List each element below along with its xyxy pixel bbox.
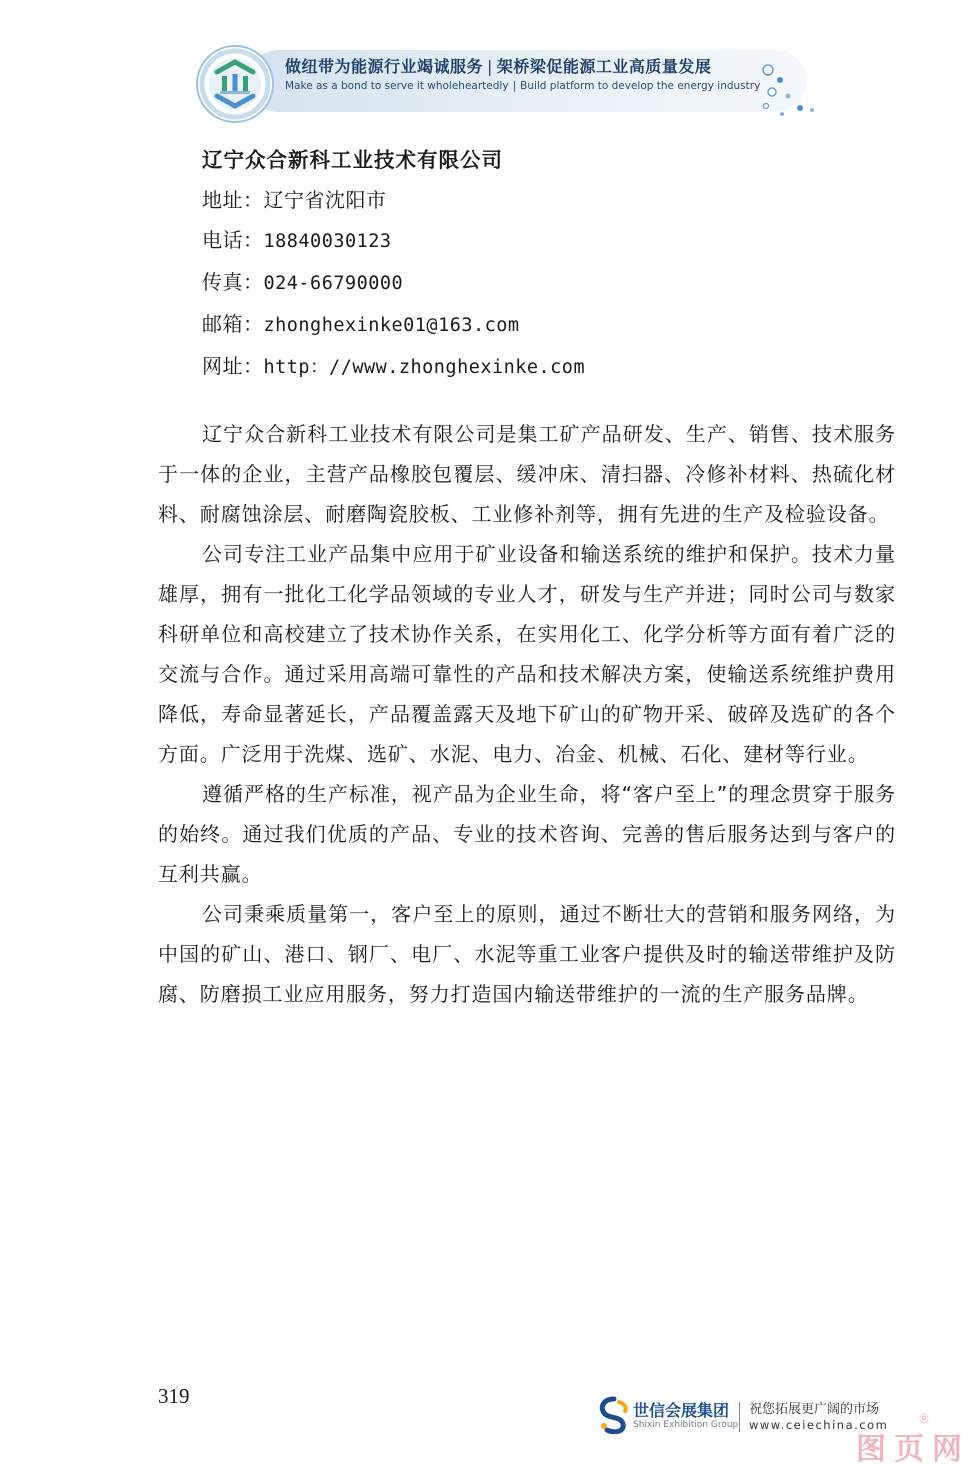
header-slogan-english (285, 80, 760, 92)
website-value: http：//www.zhonghexinke.com (263, 357, 586, 378)
paragraph-focus: 公司专注工业产品集中应用于矿业设备和输送系统的维护和保护。技术力量雄厚，拥有一批化工化学品领域的专业人才，研发与生产并进；同时公司与数家科研单位和高校建立了技术协作关系，在实用化工、化学分析等方面有着广泛的交流与合作。通过采用高端可靠性的产品和技术解决方案，使输送系统维护费用降低，寿命显著延长，产品覆盖露天及地下矿山的矿物开采、破碎及选矿的各个方面。广泛用于洗煤、选矿、水泥、电力、冶金、机械、石化、建材等行业。 (158, 542, 896, 766)
contact-block (202, 140, 585, 388)
brand-website: www.ceiechina.com (749, 1418, 889, 1432)
website-row (202, 346, 585, 388)
fax-label: 传真： (202, 270, 264, 294)
header-banner (195, 44, 795, 124)
slogan-cn-right: 架桥梁促能源工业高质量发展 (496, 57, 712, 76)
paragraph-intro: 辽宁众合新科工业技术有限公司是集工矿产品研发、生产、销售、技术服务于一体的企业，主营产品橡胶包覆层、缓冲床、清扫器、冷修补材料、热硫化材料、耐腐蚀涂层、耐磨陶瓷胶板、工业修补剂等，拥有先进的生产及检验设备。 (158, 422, 896, 526)
brand-divider (739, 1402, 740, 1432)
paragraph-standards: 遵循严格的生产标准，视产品为企业生命，将“客户至上”的理念贯穿于服务的始终。通过我们优质的产品、专业的技术咨询、完善的售后服务达到与客户的互利共赢。 (158, 782, 896, 886)
energy-logo-icon (195, 44, 275, 124)
website-label: 网址： (202, 354, 264, 378)
phone-label: 电话： (202, 228, 264, 252)
brand-name-chinese: 世信会展集团 (633, 1401, 730, 1420)
email-value: zhonghexinke01@163.com (263, 315, 520, 336)
brand-name-english: Shixin Exhibition Group (633, 1420, 739, 1430)
company-description (158, 414, 896, 1014)
slogan-cn-left: 做纽带为能源行业竭诚服务 (285, 57, 484, 76)
address-label: 地址： (202, 188, 264, 212)
paragraph-principles: 公司秉乘质量第一，客户至上的原则，通过不断壮大的营销和服务网络，为中国的矿山、港口、钢厂、电厂、水泥等重工业客户提供及时的输送带维护及防腐、防磨损工业应用服务，努力打造国内输送带维护的一流的生产服务品牌。 (158, 902, 896, 1006)
company-name: 辽宁众合新科工业技术有限公司 (202, 148, 503, 172)
slogan-separator: | (487, 57, 493, 76)
slogan-en-right: Build platform to develop the energy industry (520, 80, 761, 92)
fax-row (202, 262, 585, 304)
watermark-text: 图页网 (856, 1432, 970, 1467)
slogan-en-separator: | (512, 80, 517, 92)
watermark-registered-mark: ® (918, 1412, 930, 1426)
brand-slogan: 祝您拓展更广阔的市场 (749, 1402, 880, 1417)
header-slogan-chinese (285, 54, 711, 77)
email-label: 邮箱： (202, 312, 264, 336)
phone-row (202, 220, 585, 262)
address-value: 辽宁省沈阳市 (263, 188, 387, 212)
decorative-bubbles-icon (760, 62, 820, 122)
watermark (850, 1412, 970, 1470)
page-number: 319 (158, 1384, 190, 1408)
phone-value: 18840030123 (263, 231, 392, 252)
email-row (202, 304, 585, 346)
shixin-logo-icon (597, 1396, 631, 1434)
address-row (202, 180, 585, 220)
fax-value: 024-66790000 (263, 273, 404, 294)
slogan-en-left: Make as a bond to serve it wholeheartedly (285, 80, 509, 92)
